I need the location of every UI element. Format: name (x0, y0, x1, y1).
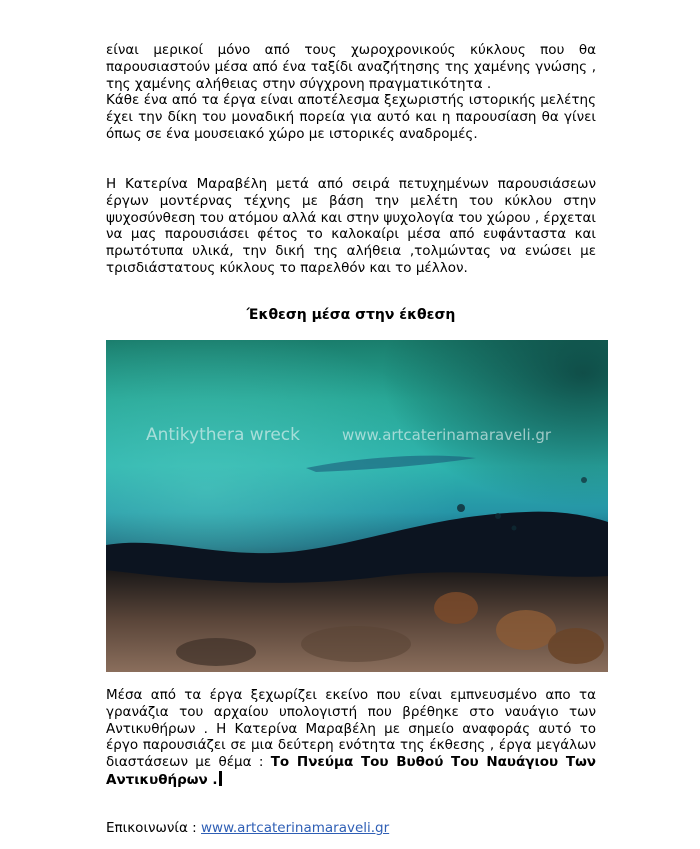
contact-label: Επικοινωνία : (106, 820, 201, 836)
closing-bold-title: Το Πνεύμα Του Βυθού Του Ναυάγιου Των Αντικυθήρων . (106, 754, 596, 788)
section-heading: Έκθεση μέσα στην έκθεση (246, 307, 456, 323)
contact-line (106, 820, 389, 837)
intro-paragraph (106, 42, 596, 143)
watermark-url: www.artcaterinamaraveli.gr (342, 426, 552, 444)
intro-line-2: Κάθε ένα από τα έργα είναι αποτέλεσμα ξεχωριστής ιστορικής μελέτης έχει την δίκη του μοναδική πορεία για αυτό και η παρουσίαση θα γίνει όπως σε ένα μουσειακό χώρο με ιστορικές αναδρομές. (106, 92, 596, 142)
watermark-title: Antikythera wreck (146, 425, 300, 445)
text-cursor (219, 771, 222, 786)
artist-paragraph: Η Κατερίνα Μαραβέλη μετά από σειρά πετυχημένων παρουσιάσεων έργων μοντέρνας τέχνης με βάση την μελέτη του κύκλου στην ψυχοσύνθεση του ατόμου αλλά και στην ψυχολογία του χώρου , έρχεται να μας παρουσιάσει φέτος το καλοκαίρι μέσα από ευφάνταστα και πρωτότυπα υλικά, την δική της αλήθεια ,τολμώντας να ενώσει με τρισδιάστατους κύκλους το παρελθόν και το μέλλον. (106, 176, 596, 276)
intro-line-1: είναι μερικοί μόνο από τους χωροχρονικούς κύκλους που θα παρουσιαστούν μέσα από ένα ταξίδι αναζήτησης της χαμένης γνώσης , της χαμένης αλήθειας στην σύγχρονη πραγματικότητα . (106, 42, 596, 92)
antikythera-painting (106, 340, 608, 672)
website-link[interactable]: www.artcaterinamaraveli.gr (201, 820, 390, 836)
closing-paragraph-text: Μέσα από τα έργα ξεχωρίζει εκείνο που είναι εμπνευσμένο απο τα γρανάζια του αρχαίου υπολογιστή που βρέθηκε στο ναυάγιο των Αντικυθήρων . Η Κατερίνα Μαραβέλη με σημείο αναφοράς αυτό το έργο παρουσιάζει σε μια δεύτερη ενότητα της έκθεσης , έργα μεγάλων διαστάσεων με θέμα : (106, 687, 596, 771)
closing-paragraph (106, 687, 596, 789)
